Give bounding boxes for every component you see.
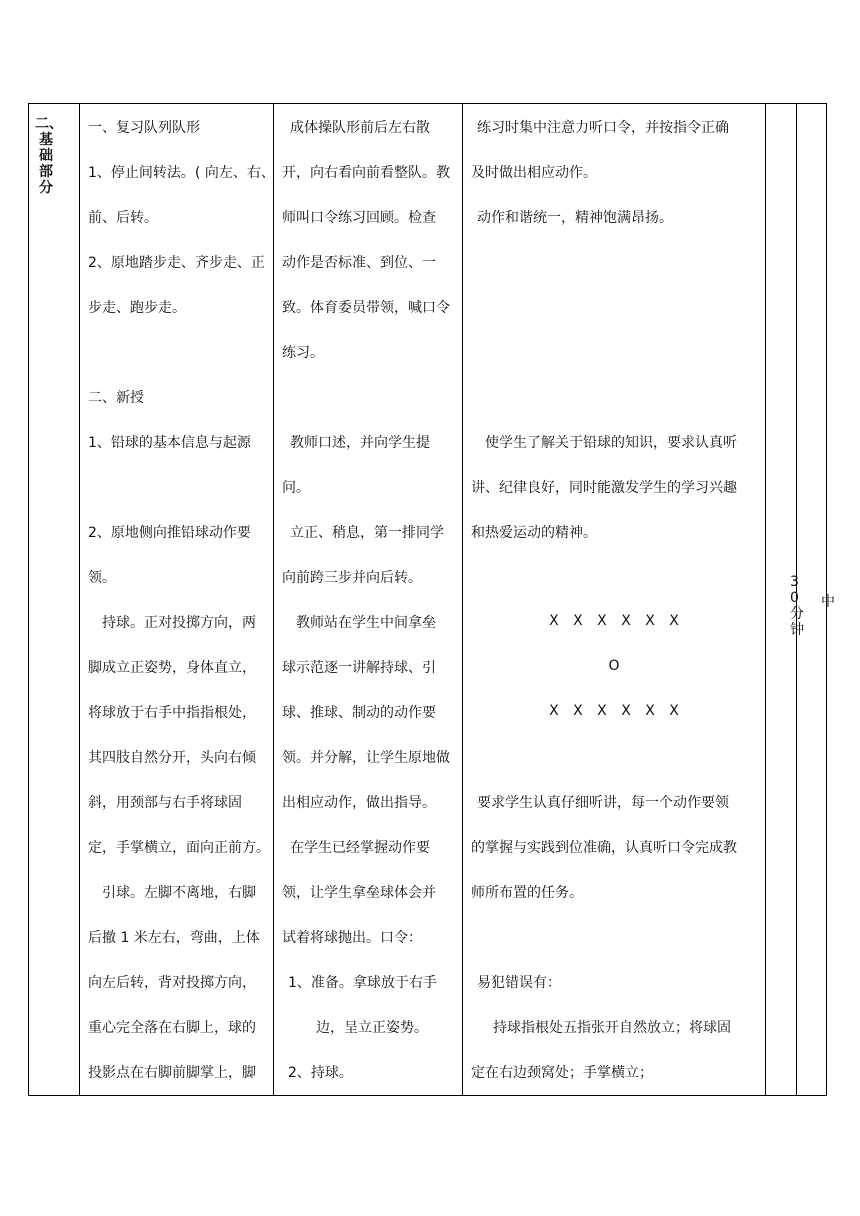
method-line: 师叫口令练习回顾。检查 [282,210,436,226]
method-cell [274,104,462,1095]
requirement-line: 练习时集中注意力听口令，并按指令正确 [477,120,729,136]
requirement-line: 使学生了解关于铅球的知识，要求认真听 [485,435,737,451]
requirement-cell [463,104,765,1095]
content-line: 领。 [88,570,116,586]
requirement-line: 易犯错误有： [477,975,561,991]
content-line: 脚成立正姿势，身体直立， [88,660,256,676]
requirement-line: 动作和谐统一，精神饱满昂扬。 [477,210,673,226]
method-line: 向前跨三步并向后转。 [282,570,422,586]
content-line: 投影点在右脚前脚掌上，脚 [88,1065,256,1081]
content-line: 一、复习队列队形 [88,120,200,136]
requirement-line: 要求学生认真仔细听讲，每一个动作要领 [477,795,729,811]
requirement-line: 讲、纪律良好，同时能激发学生的学习兴趣 [471,480,737,496]
method-line: 动作是否标准、到位、一 [282,255,436,271]
method-line: 2、持球。 [288,1065,353,1081]
load-cell [797,104,835,1095]
requirement-line: 定在右边颈窝处；手掌横立； [471,1065,653,1081]
content-line: 引球。左脚不离地，右脚 [102,885,256,901]
load-text: 中 [821,594,835,610]
formation-row-students: X X X X X X [549,613,679,629]
content-line: 斜，用颈部与右手将球固 [88,795,242,811]
method-line: 练习。 [282,345,324,361]
content-line: 2、原地踏步走、齐步走、正 [88,255,265,271]
method-line: 1、准备。拿球放于右手 [288,975,437,991]
content-line: 其四肢自然分开，头向右倾 [88,750,256,766]
content-line: 后撤 1 米左右，弯曲，上体 [88,930,260,946]
formation-row-students: X X X X X X [549,703,679,719]
content-line: 定，手掌横立，面向正前方。 [88,840,270,856]
content-line: 1、停止间转法。( 向左、右、 [88,165,275,181]
requirement-line: 师所布置的任务。 [471,885,583,901]
method-line: 教师口述，并向学生提 [290,435,430,451]
method-line: 在学生已经掌握动作要 [290,840,430,856]
method-line: 成体操队形前后左右散 [290,120,430,136]
requirement-line: 持球指根处五指张开自然放立；将球固 [493,1020,731,1036]
method-line: 试着将球抛出。口令： [282,930,422,946]
formation-teacher: O [608,658,620,674]
content-line: 向左后转，背对投掷方向， [88,975,256,991]
section-cell [29,104,79,1095]
method-line: 球、推球、制动的动作要 [282,705,436,721]
time-text: 30 分钟 [790,574,804,638]
content-line: 将球放于右手中指指根处， [88,705,256,721]
requirement-line: 及时做出相应动作。 [471,165,597,181]
requirement-line: 和热爱运动的精神。 [471,525,597,541]
method-line: 问。 [282,480,310,496]
time-cell [766,104,804,1095]
content-line: 前、后转。 [88,210,158,226]
content-line: 1、铅球的基本信息与起源 [88,435,251,451]
requirement-line: 的掌握与实践到位准确，认真听口令完成教 [471,840,737,856]
section-label: 二、基础部分 [35,116,63,196]
content-line: 2、原地侧向推铅球动作要 [88,525,251,541]
method-line: 教师站在学生中间拿垒 [296,615,436,631]
content-cell [80,104,273,1095]
method-line: 领。并分解，让学生原地做 [282,750,450,766]
content-line: 二、新授 [88,390,144,406]
lesson-plan-table [28,103,835,1096]
method-line: 出相应动作，做出指导。 [282,795,436,811]
method-line: 致。体育委员带领，喊口令 [282,300,450,316]
content-line: 持球。正对投掷方向，两 [102,615,256,631]
content-line: 步走、跑步走。 [88,300,186,316]
content-line: 重心完全落在右脚上，球的 [88,1020,256,1036]
method-line: 领，让学生拿垒球体会并 [282,885,436,901]
method-line: 开，向右看向前看整队。教 [282,165,450,181]
method-line: 立正、稍息，第一排同学 [290,525,444,541]
method-line: 球示范逐一讲解持球、引 [282,660,436,676]
method-line: 边，呈立正姿势。 [316,1020,428,1036]
